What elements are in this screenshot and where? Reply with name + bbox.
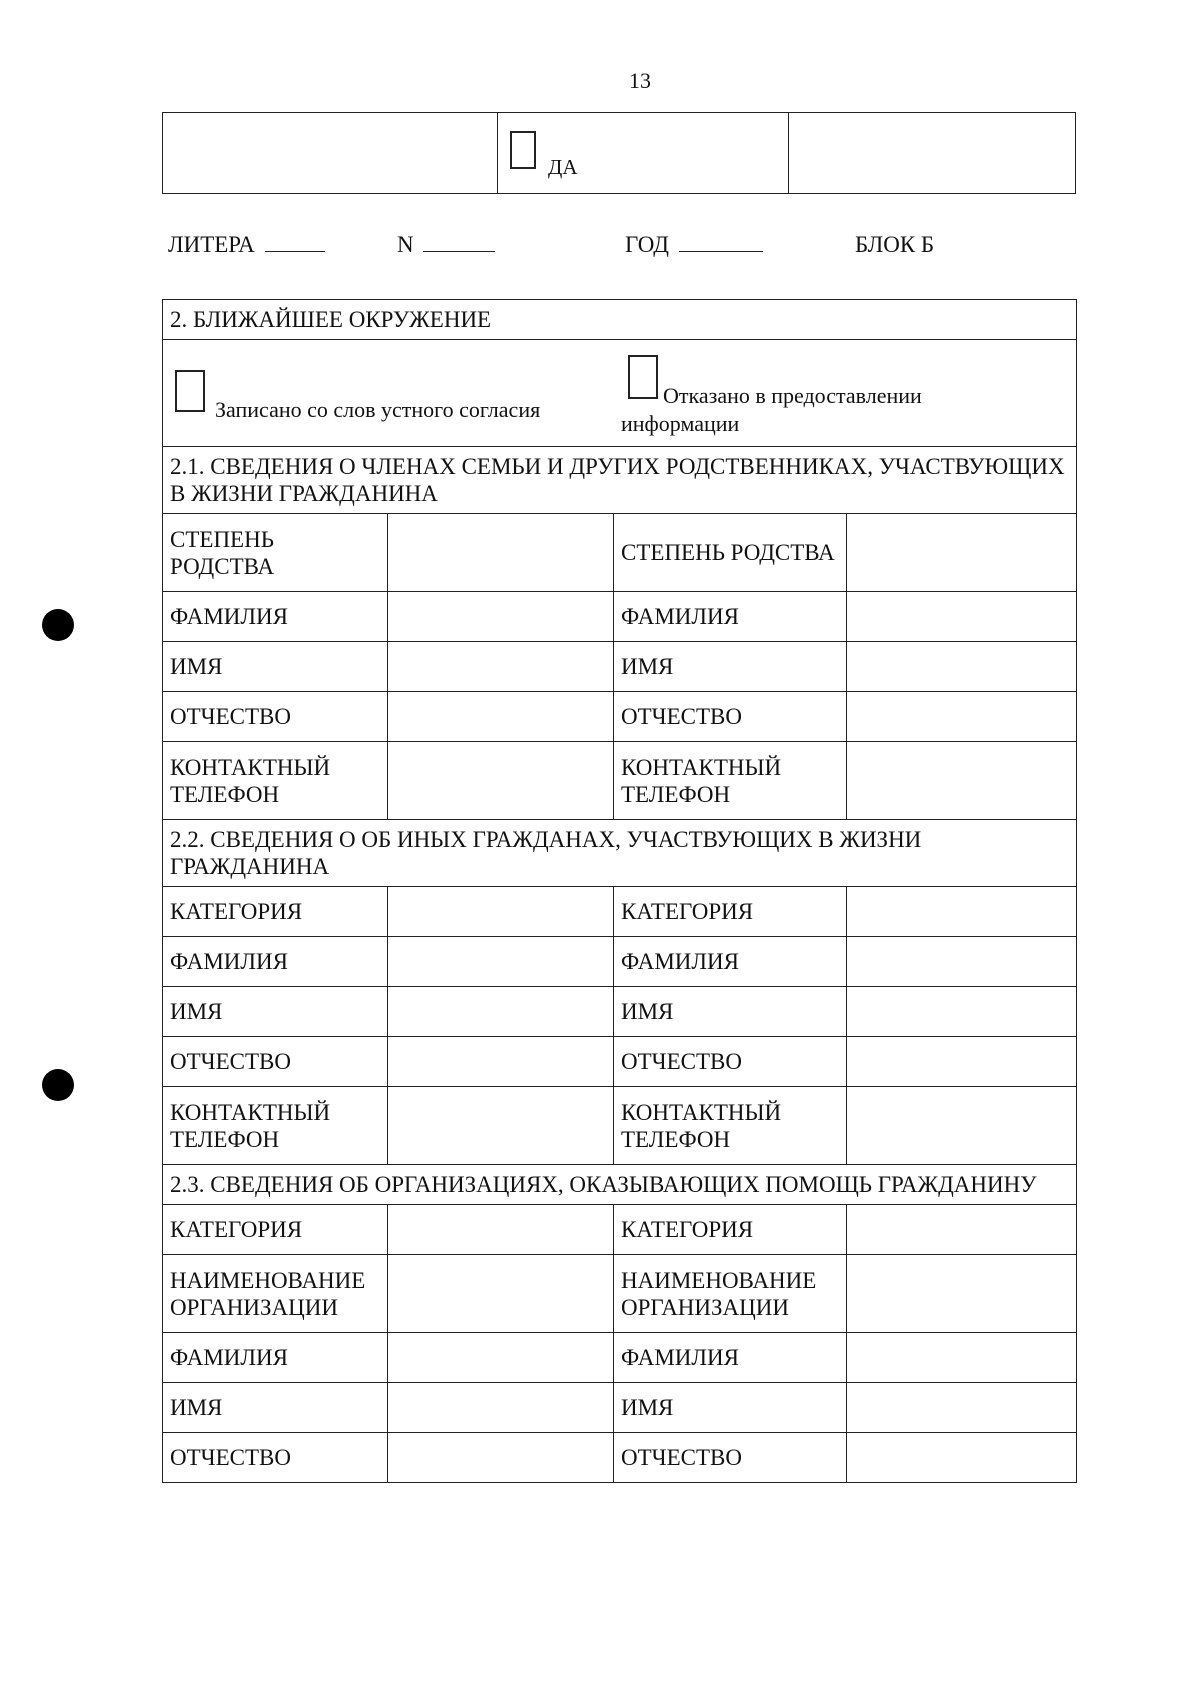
field-value-cell[interactable]: [847, 1383, 1077, 1433]
relatives-section-title: 2.1. СВЕДЕНИЯ О ЧЛЕНАХ СЕМЬИ И ДРУГИХ РОДСТВЕННИКАХ, УЧАСТВУЮЩИХ В ЖИЗНИ ГРАЖДАНИНА: [163, 447, 1077, 514]
field-value-cell[interactable]: [847, 692, 1077, 742]
field-label: ИМЯ: [614, 987, 847, 1037]
yes-checkbox-label: ДА: [548, 155, 578, 179]
field-label: КАТЕГОРИЯ: [163, 1205, 388, 1255]
field-value-cell[interactable]: [847, 1205, 1077, 1255]
field-value-cell[interactable]: [847, 1433, 1077, 1483]
litera-label: ЛИТЕРА: [168, 232, 255, 257]
field-value-cell[interactable]: [388, 1087, 614, 1165]
field-value-cell[interactable]: [847, 514, 1077, 592]
field-label: КАТЕГОРИЯ: [614, 1205, 847, 1255]
number-field: [397, 232, 495, 258]
field-label: ИМЯ: [614, 1383, 847, 1433]
section-title: 2. БЛИЖАЙШЕЕ ОКРУЖЕНИЕ: [163, 300, 1077, 340]
litera-blank[interactable]: [265, 250, 325, 252]
field-value-cell[interactable]: [388, 1205, 614, 1255]
field-label: ФАМИЛИЯ: [614, 937, 847, 987]
field-label: ИМЯ: [163, 987, 388, 1037]
field-value-cell[interactable]: [388, 937, 614, 987]
field-value-cell[interactable]: [847, 1333, 1077, 1383]
field-label: КОНТАКТНЫЙ ТЕЛЕФОН: [614, 742, 847, 820]
header-table-cell-empty[interactable]: [163, 113, 498, 193]
field-label: ФАМИЛИЯ: [163, 937, 388, 987]
field-value-cell[interactable]: [388, 1333, 614, 1383]
field-value-cell[interactable]: [847, 1255, 1077, 1333]
field-label: ОТЧЕСТВО: [163, 1037, 388, 1087]
field-label: ОТЧЕСТВО: [614, 1433, 847, 1483]
punch-hole-mark: [42, 1069, 74, 1101]
field-value-cell[interactable]: [388, 1255, 614, 1333]
consent-cell: [163, 340, 1077, 447]
field-value-cell[interactable]: [388, 692, 614, 742]
year-blank[interactable]: [679, 250, 763, 252]
field-value-cell[interactable]: [847, 592, 1077, 642]
field-value-cell[interactable]: [847, 1037, 1077, 1087]
field-label: КАТЕГОРИЯ: [614, 887, 847, 937]
field-label: КОНТАКТНЫЙ ТЕЛЕФОН: [163, 742, 388, 820]
field-value-cell[interactable]: [847, 642, 1077, 692]
immediate-environment-table: [162, 299, 1077, 1483]
field-label: ОТЧЕСТВО: [614, 1037, 847, 1087]
organizations-section-title: 2.3. СВЕДЕНИЯ ОБ ОРГАНИЗАЦИЯХ, ОКАЗЫВАЮЩИХ ПОМОЩЬ ГРАЖДАНИНУ: [163, 1165, 1077, 1205]
field-value-cell[interactable]: [388, 592, 614, 642]
punch-hole-mark: [42, 609, 74, 641]
page-number: 13: [629, 68, 651, 93]
field-value-cell[interactable]: [847, 987, 1077, 1037]
field-value-cell[interactable]: [388, 887, 614, 937]
others-section-title: 2.2. СВЕДЕНИЯ О ОБ ИНЫХ ГРАЖДАНАХ, УЧАСТВУЮЩИХ В ЖИЗНИ ГРАЖДАНИНА: [163, 820, 1077, 887]
field-label: ОТЧЕСТВО: [614, 692, 847, 742]
litera-field: [168, 232, 325, 258]
yes-checkbox[interactable]: [510, 131, 536, 169]
field-label: ОТЧЕСТВО: [163, 692, 388, 742]
field-label: ОТЧЕСТВО: [163, 1433, 388, 1483]
field-value-cell[interactable]: [847, 937, 1077, 987]
field-value-cell[interactable]: [388, 1433, 614, 1483]
field-value-cell[interactable]: [847, 1087, 1077, 1165]
field-label: КОНТАКТНЫЙ ТЕЛЕФОН: [163, 1087, 388, 1165]
field-value-cell[interactable]: [388, 514, 614, 592]
field-value-cell[interactable]: [388, 742, 614, 820]
field-label: ФАМИЛИЯ: [163, 592, 388, 642]
field-value-cell[interactable]: [388, 642, 614, 692]
header-table-cell-yes: [498, 113, 789, 193]
field-label: КОНТАКТНЫЙ ТЕЛЕФОН: [614, 1087, 847, 1165]
recorded-consent-label: Записано со слов устного согласия: [215, 397, 541, 422]
field-label: СТЕПЕНЬ РОДСТВА: [163, 514, 388, 592]
refused-info-label: Отказано в предоставлении информации: [621, 383, 922, 436]
field-value-cell[interactable]: [388, 987, 614, 1037]
field-value-cell[interactable]: [388, 1383, 614, 1433]
year-label: ГОД: [625, 232, 669, 257]
header-table: [162, 112, 1076, 194]
field-label: ФАМИЛИЯ: [163, 1333, 388, 1383]
number-label: N: [397, 232, 414, 257]
field-label: КАТЕГОРИЯ: [163, 887, 388, 937]
field-label: ИМЯ: [163, 642, 388, 692]
header-table-cell-empty[interactable]: [789, 113, 1075, 193]
year-field: [625, 232, 763, 258]
field-value-cell[interactable]: [847, 887, 1077, 937]
block-label: БЛОК Б: [855, 232, 935, 257]
field-value-cell[interactable]: [847, 742, 1077, 820]
field-label: ИМЯ: [163, 1383, 388, 1433]
field-value-cell[interactable]: [388, 1037, 614, 1087]
recorded-consent-checkbox[interactable]: [175, 370, 205, 412]
field-label: НАИМЕНОВАНИЕ ОРГАНИЗАЦИИ: [614, 1255, 847, 1333]
field-label: НАИМЕНОВАНИЕ ОРГАНИЗАЦИИ: [163, 1255, 388, 1333]
field-label: ФАМИЛИЯ: [614, 1333, 847, 1383]
field-label: СТЕПЕНЬ РОДСТВА: [614, 514, 847, 592]
field-label: ИМЯ: [614, 642, 847, 692]
field-label: ФАМИЛИЯ: [614, 592, 847, 642]
number-blank[interactable]: [423, 250, 495, 252]
